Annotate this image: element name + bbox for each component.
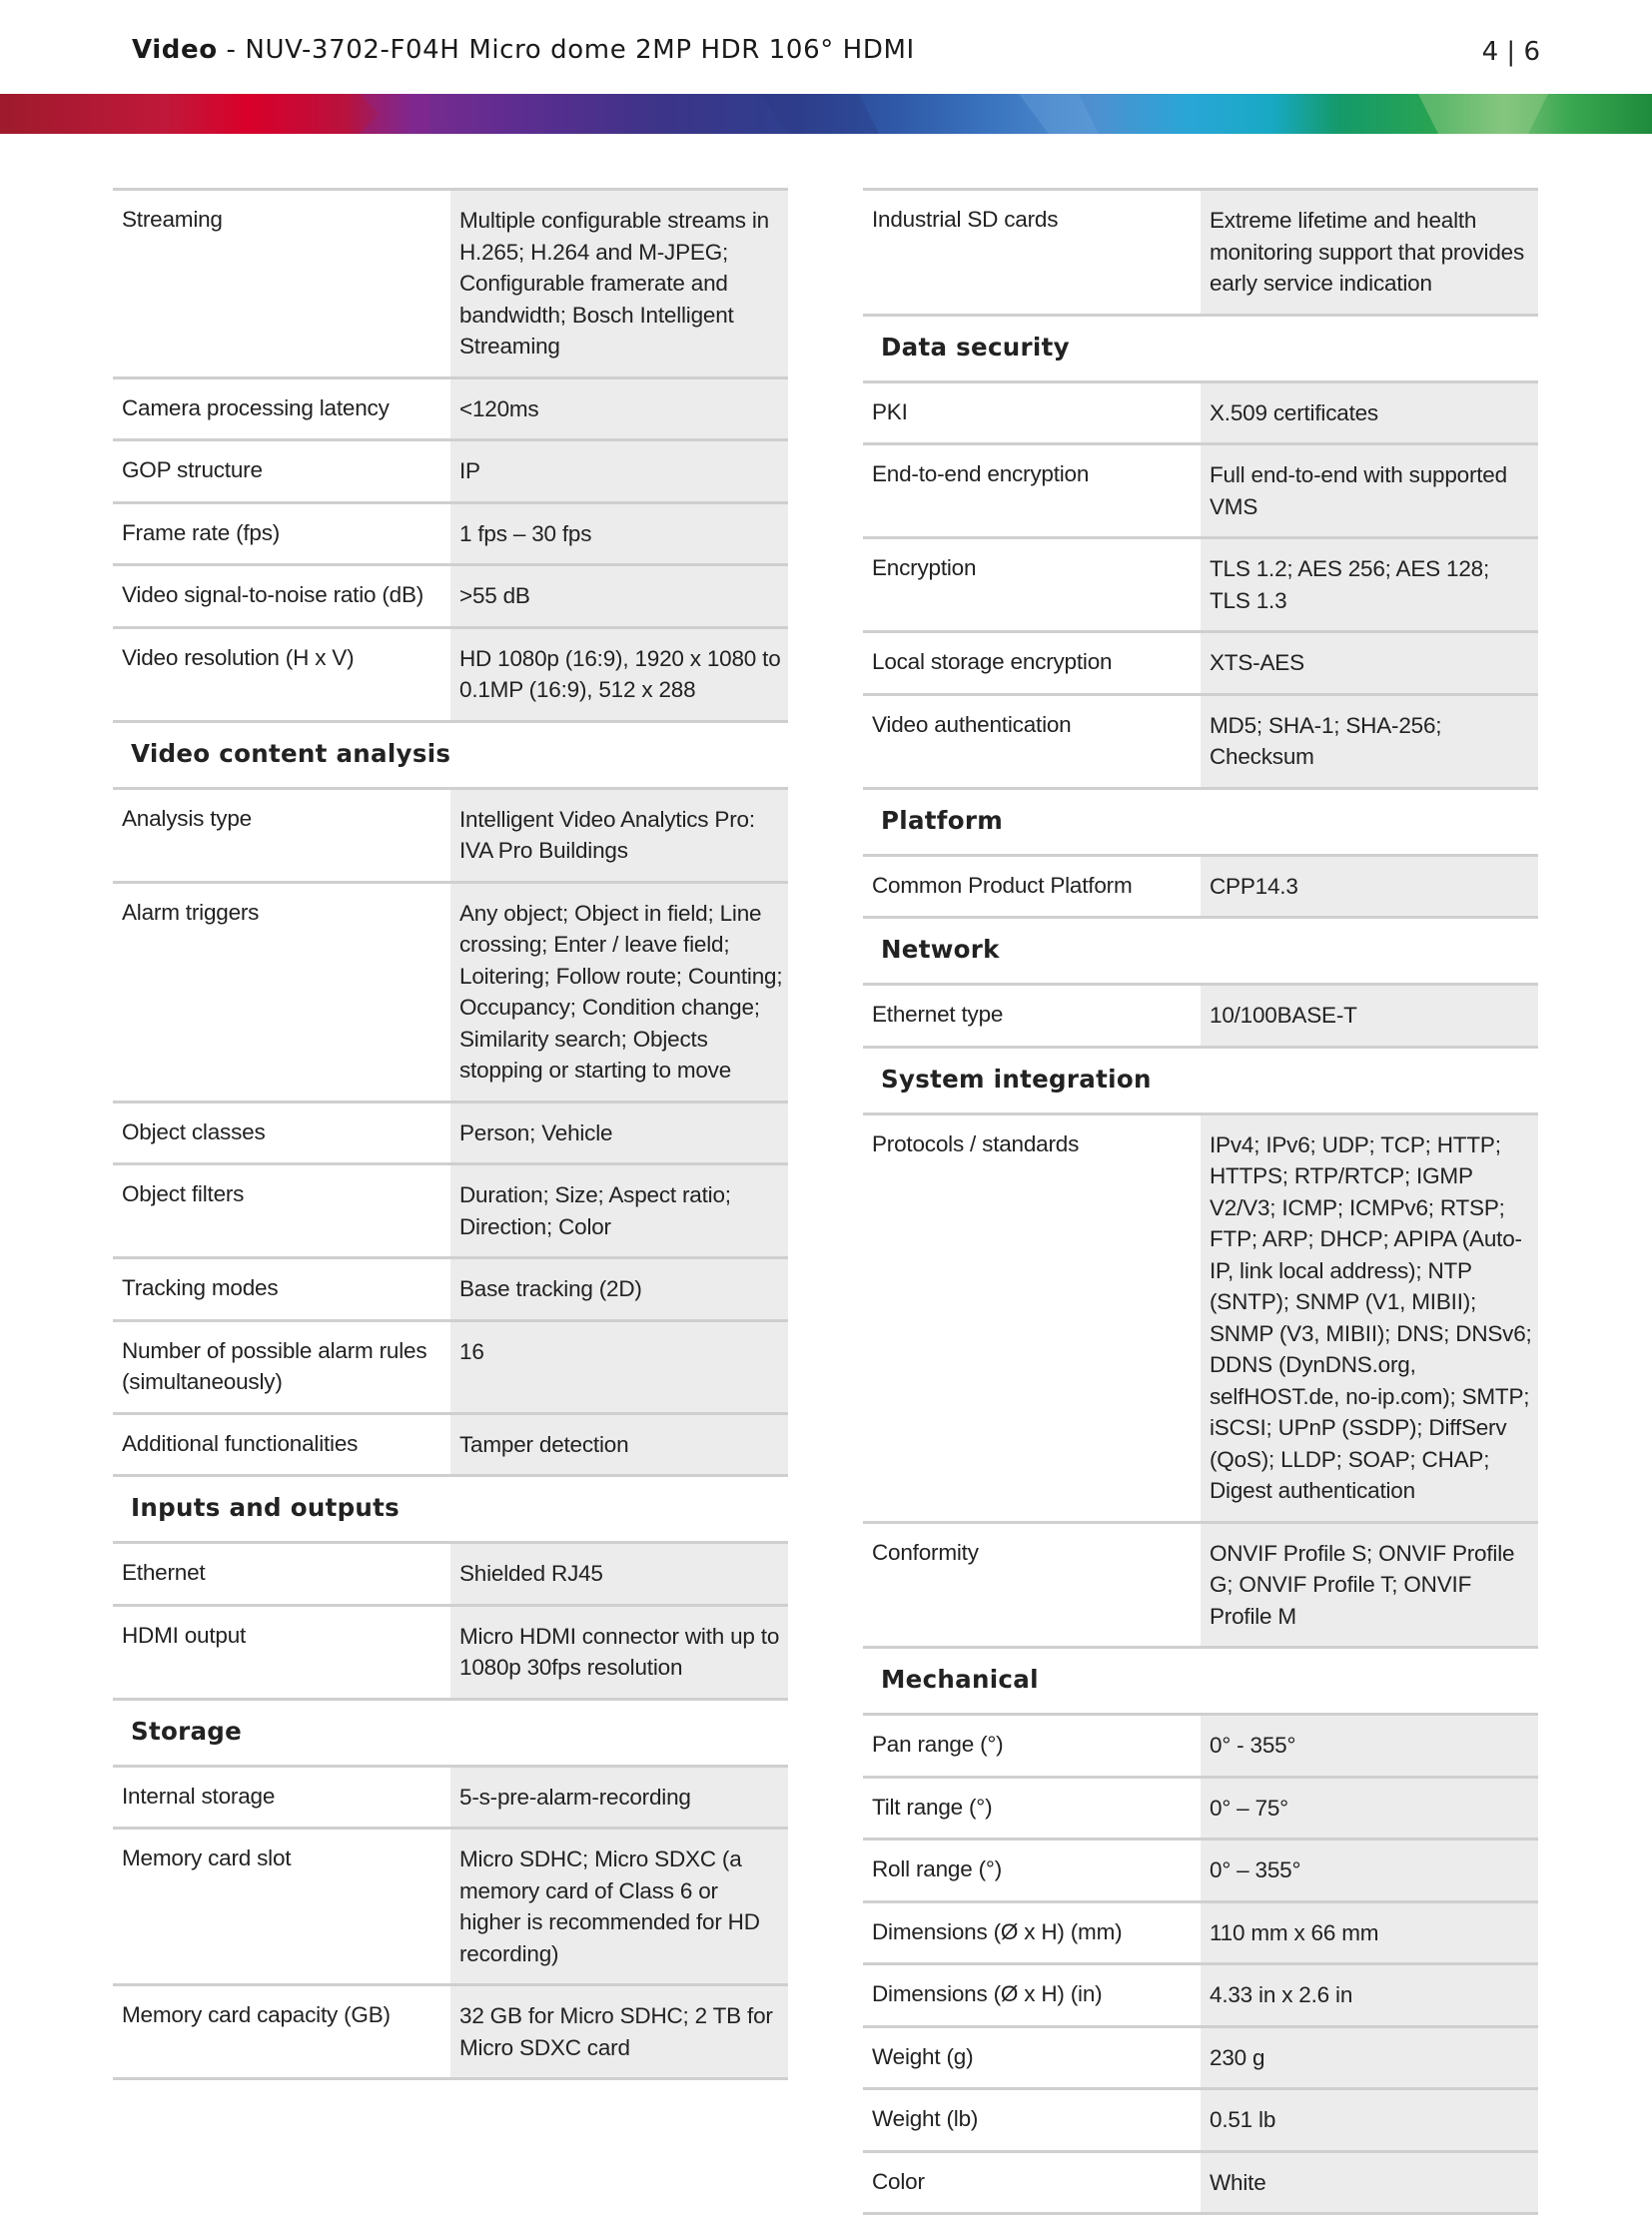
section-heading: Inputs and outputs	[113, 1476, 788, 1543]
spec-row	[863, 632, 1538, 695]
spec-value: MD5; SHA-1; SHA-256; Checksum	[1201, 694, 1538, 788]
spec-label: Number of possible alarm rules (simultaneously)	[113, 1320, 450, 1413]
brand-color-bar	[0, 94, 1652, 134]
spec-value: White	[1201, 2151, 1538, 2214]
spec-row	[113, 1766, 788, 1829]
spec-row	[863, 1113, 1538, 1522]
spec-label: Industrial SD cards	[863, 190, 1201, 316]
spec-row	[863, 2026, 1538, 2089]
spec-row	[113, 1829, 788, 1985]
spec-row	[863, 855, 1538, 918]
spec-row	[113, 1543, 788, 1606]
spec-label: Memory card capacity (GB)	[113, 1985, 450, 2079]
spec-row	[113, 440, 788, 503]
spec-row	[113, 1413, 788, 1476]
section-heading: Mechanical	[863, 1648, 1538, 1715]
spec-label: Conformity	[863, 1522, 1201, 1648]
spec-value: 16	[450, 1320, 788, 1413]
spec-value: CPP14.3	[1201, 855, 1538, 918]
spec-row	[113, 377, 788, 440]
spec-row	[863, 538, 1538, 632]
spec-label: Common Product Platform	[863, 855, 1201, 918]
spec-value: 32 GB for Micro SDHC; 2 TB for Micro SDXC card	[450, 1985, 788, 2079]
spec-value: Any object; Object in field; Line crossing; Enter / leave field; Loitering; Follow route; Counting; Occupancy; Condition change; Similarity search; Objects stopping or starting to move	[450, 882, 788, 1102]
spec-row	[113, 1164, 788, 1258]
spec-value: 0.51 lb	[1201, 2089, 1538, 2152]
spec-label: Dimensions (Ø x H) (mm)	[863, 1901, 1201, 1964]
spec-row	[863, 190, 1538, 316]
spec-row	[863, 2089, 1538, 2152]
spec-value: Micro SDHC; Micro SDXC (a memory card of Class 6 or higher is recommended for HD recording)	[450, 1829, 788, 1985]
spec-label: Additional functionalities	[113, 1413, 450, 1476]
spec-label: Analysis type	[113, 788, 450, 882]
spec-value: Full end-to-end with supported VMS	[1201, 444, 1538, 538]
spec-row	[113, 190, 788, 378]
spec-row	[863, 1901, 1538, 1964]
spec-label: Protocols / standards	[863, 1113, 1201, 1522]
spec-label: Ethernet	[113, 1543, 450, 1606]
spec-label: Memory card slot	[113, 1829, 450, 1985]
spec-value: TLS 1.2; AES 256; AES 128; TLS 1.3	[1201, 538, 1538, 632]
spec-row	[863, 694, 1538, 788]
section-heading: Video content analysis	[113, 721, 788, 788]
section-heading-row	[113, 1476, 788, 1543]
section-heading-row	[863, 315, 1538, 381]
spec-label: Frame rate (fps)	[113, 502, 450, 565]
section-heading: Network	[863, 918, 1538, 985]
section-heading: System integration	[863, 1047, 1538, 1113]
spec-row	[113, 502, 788, 565]
spec-label: End-to-end encryption	[863, 444, 1201, 538]
left-spec-table	[113, 188, 788, 2080]
spec-value: 0° - 355°	[1201, 1715, 1538, 1778]
spec-value: IPv4; IPv6; UDP; TCP; HTTP; HTTPS; RTP/RTCP; IGMP V2/V3; ICMP; ICMPv6; RTSP; FTP; ARP; DHCP; APIPA (Auto-IP, link local address); NTP (SNTP); SNMP (V1, MIBII); SNMP (V3, MIBII); DNS; DNSv6; DDNS (DynDNS.org, selfHOST.de, no-ip.com); SMTP; iSCSI; UPnP (SSDP); DiffServ (QoS); LLDP; SOAP; CHAP; Digest authentication	[1201, 1113, 1538, 1522]
section-heading: Storage	[113, 1699, 788, 1766]
spec-label: Ethernet type	[863, 985, 1201, 1048]
spec-value: 0° – 75°	[1201, 1777, 1538, 1840]
section-heading-row	[113, 721, 788, 788]
spec-row	[863, 1522, 1538, 1648]
spec-label: Dimensions (Ø x H) (in)	[863, 1964, 1201, 2027]
spec-value: >55 dB	[450, 565, 788, 628]
spec-row	[113, 1102, 788, 1164]
spec-value: 4.33 in x 2.6 in	[1201, 1964, 1538, 2027]
right-spec-column	[863, 188, 1538, 2215]
right-spec-table	[863, 188, 1538, 2215]
spec-label: Weight (lb)	[863, 2089, 1201, 2152]
page-number: 4 | 6	[1481, 37, 1540, 67]
document-title: Video - NUV-3702-F04H Micro dome 2MP HDR 106° HDMI	[132, 35, 915, 65]
spec-label: Video resolution (H x V)	[113, 627, 450, 721]
spec-row	[113, 565, 788, 628]
spec-value: Extreme lifetime and health monitoring support that provides early service indication	[1201, 190, 1538, 316]
spec-value: 5-s-pre-alarm-recording	[450, 1766, 788, 1829]
spec-label: Color	[863, 2151, 1201, 2214]
spec-value: XTS-AES	[1201, 632, 1538, 695]
spec-label: Video signal-to-noise ratio (dB)	[113, 565, 450, 628]
spec-value: Micro HDMI connector with up to 1080p 30fps resolution	[450, 1605, 788, 1699]
spec-value: 1 fps – 30 fps	[450, 502, 788, 565]
spec-row	[113, 788, 788, 882]
spec-value: ONVIF Profile S; ONVIF Profile G; ONVIF Profile T; ONVIF Profile M	[1201, 1522, 1538, 1648]
spec-label: Object filters	[113, 1164, 450, 1258]
spec-label: Internal storage	[113, 1766, 450, 1829]
spec-value: X.509 certificates	[1201, 381, 1538, 444]
spec-label: Video authentication	[863, 694, 1201, 788]
spec-row	[863, 381, 1538, 444]
spec-value: Shielded RJ45	[450, 1543, 788, 1606]
spec-value: Multiple configurable streams in H.265; H.264 and M-JPEG; Configurable framerate and bandwidth; Bosch Intelligent Streaming	[450, 190, 788, 378]
spec-row	[113, 627, 788, 721]
spec-value: Duration; Size; Aspect ratio; Direction; Color	[450, 1164, 788, 1258]
spec-label: Object classes	[113, 1102, 450, 1164]
spec-value: Intelligent Video Analytics Pro: IVA Pro Buildings	[450, 788, 788, 882]
page-header	[0, 0, 1652, 94]
spec-label: Alarm triggers	[113, 882, 450, 1102]
spec-label: Tilt range (°)	[863, 1777, 1201, 1840]
spec-row	[113, 1985, 788, 2079]
spec-value: <120ms	[450, 377, 788, 440]
spec-label: Weight (g)	[863, 2026, 1201, 2089]
spec-label: Tracking modes	[113, 1258, 450, 1321]
spec-value: Person; Vehicle	[450, 1102, 788, 1164]
spec-row	[863, 985, 1538, 1048]
section-heading-row	[863, 1648, 1538, 1715]
spec-label: Local storage encryption	[863, 632, 1201, 695]
left-spec-column	[113, 188, 788, 2080]
spec-row	[863, 444, 1538, 538]
spec-row	[863, 1964, 1538, 2027]
section-heading: Data security	[863, 315, 1538, 381]
spec-label: GOP structure	[113, 440, 450, 503]
section-heading: Platform	[863, 788, 1538, 855]
spec-label: Roll range (°)	[863, 1840, 1201, 1902]
section-heading-row	[113, 1699, 788, 1766]
spec-value: 110 mm x 66 mm	[1201, 1901, 1538, 1964]
spec-value: IP	[450, 440, 788, 503]
spec-value: 10/100BASE-T	[1201, 985, 1538, 1048]
section-heading-row	[863, 918, 1538, 985]
spec-label: PKI	[863, 381, 1201, 444]
spec-row	[863, 2151, 1538, 2214]
spec-value: Base tracking (2D)	[450, 1258, 788, 1321]
spec-label: Pan range (°)	[863, 1715, 1201, 1778]
section-heading-row	[863, 1047, 1538, 1113]
spec-row	[113, 1258, 788, 1321]
spec-value: 0° – 355°	[1201, 1840, 1538, 1902]
spec-row	[863, 1840, 1538, 1902]
spec-label: Camera processing latency	[113, 377, 450, 440]
spec-label: Streaming	[113, 190, 450, 378]
spec-value: HD 1080p (16:9), 1920 x 1080 to 0.1MP (16:9), 512 x 288	[450, 627, 788, 721]
spec-row	[863, 1777, 1538, 1840]
spec-value: 230 g	[1201, 2026, 1538, 2089]
spec-row	[113, 1605, 788, 1699]
spec-label: HDMI output	[113, 1605, 450, 1699]
spec-label: Encryption	[863, 538, 1201, 632]
spec-value: Tamper detection	[450, 1413, 788, 1476]
spec-row	[113, 882, 788, 1102]
section-heading-row	[863, 788, 1538, 855]
spec-row	[113, 1320, 788, 1413]
spec-row	[863, 1715, 1538, 1778]
